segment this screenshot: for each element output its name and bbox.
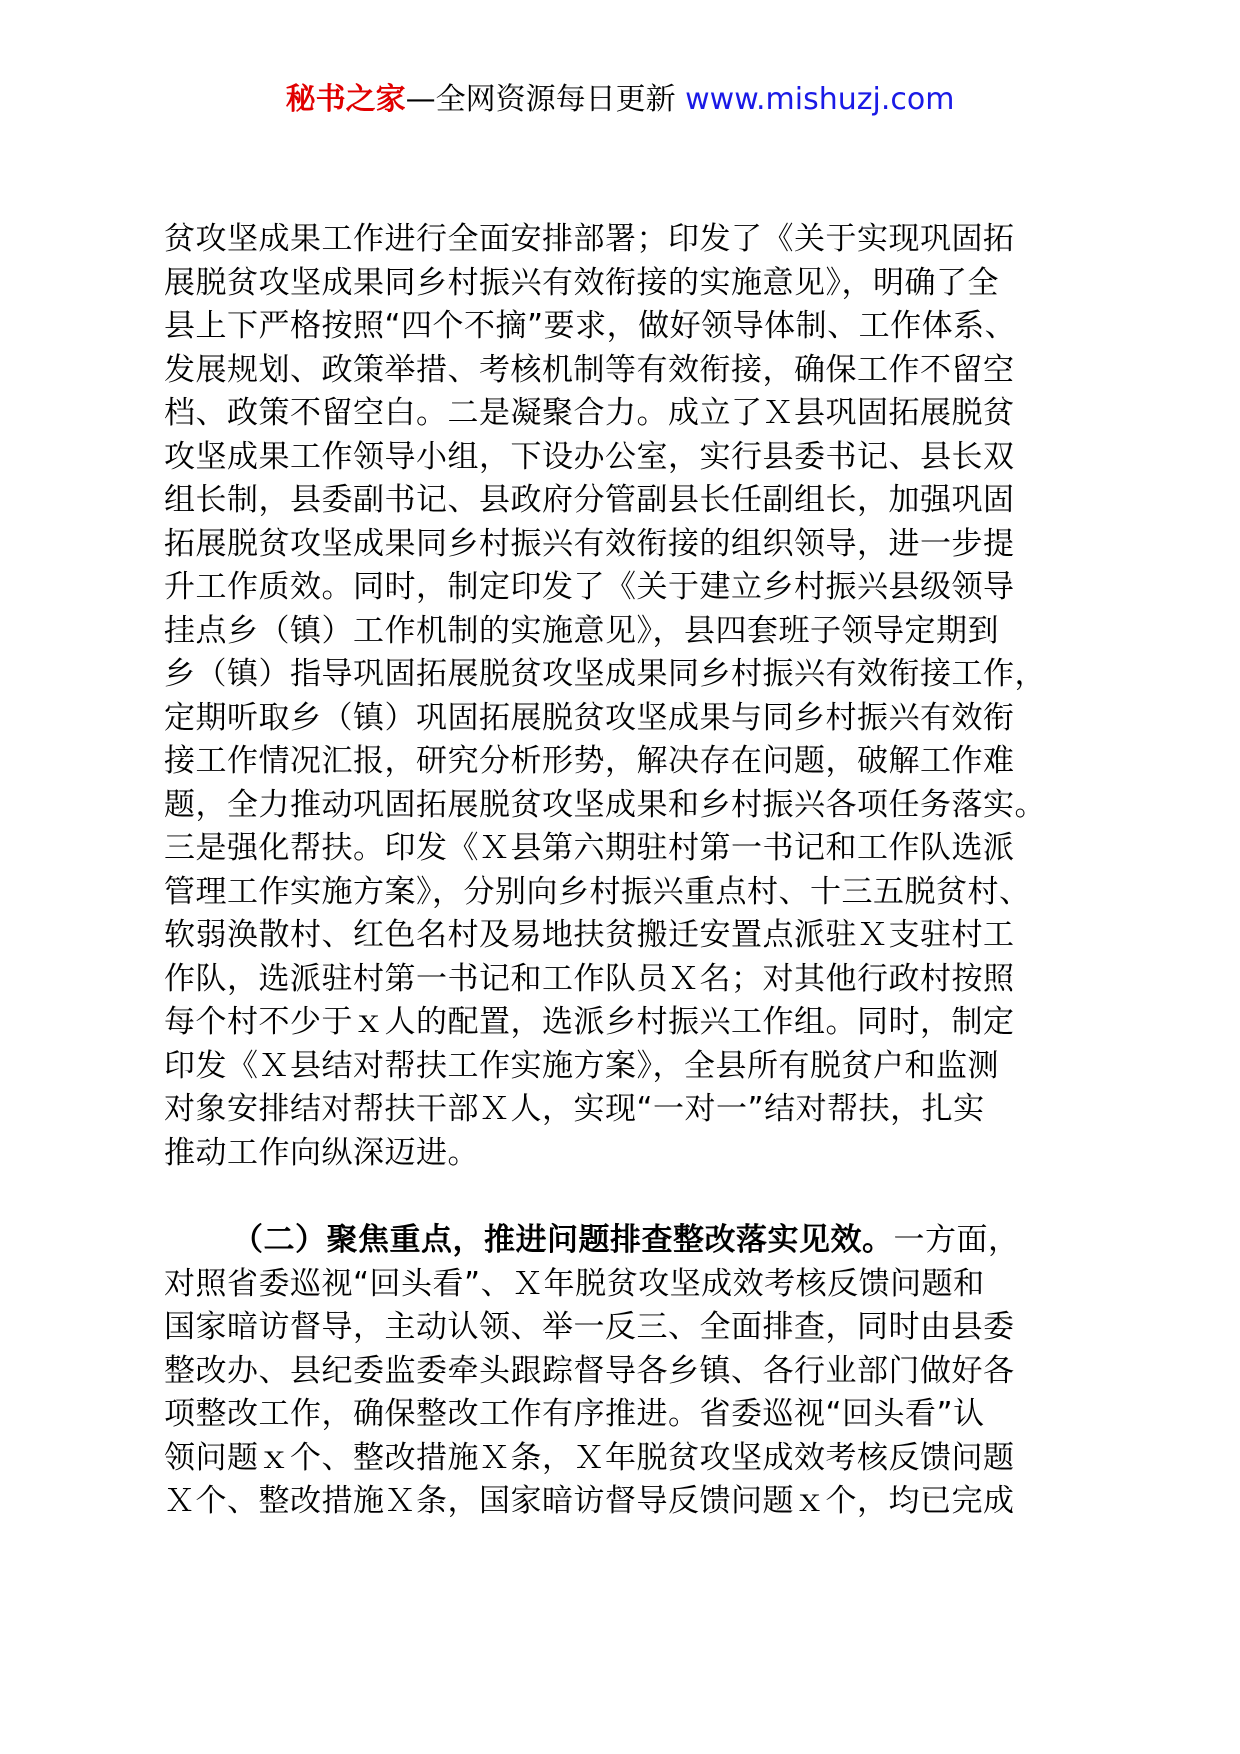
paragraph-2 bbox=[164, 1219, 1094, 1524]
text-line: 贫攻坚成果工作进行全面安排部署；印发了《关于实现巩固拓 bbox=[164, 221, 1015, 257]
text-line: 国家暗访督导，主动认领、举一反三、全面排查，同时由县委 bbox=[164, 1309, 1015, 1345]
text-line: 升工作质效。同时，制定印发了《关于建立乡村振兴县级领导 bbox=[164, 569, 1015, 605]
header-url-link[interactable]: www.mishuzj.com bbox=[685, 82, 955, 117]
text-line: 对照省委巡视“回头看”、Ｘ年脱贫攻坚成效考核反馈问题和 bbox=[164, 1265, 985, 1302]
text-line: 乡（镇）指导巩固拓展脱贫攻坚成果同乡村振兴有效衔接工作， bbox=[164, 656, 1046, 692]
text-line: 软弱涣散村、红色名村及易地扶贫搬迁安置点派驻Ｘ支驻村工 bbox=[164, 917, 1015, 953]
text-line: 档、政策不留空白。二是凝聚合力。成立了Ｘ县巩固拓展脱贫 bbox=[164, 395, 1015, 431]
text-line: 接工作情况汇报，研究分析形势，解决存在问题，破解工作难 bbox=[164, 743, 1015, 779]
site-header bbox=[0, 80, 1240, 120]
text-line: 发展规划、政策举措、考核机制等有效衔接，确保工作不留空 bbox=[164, 351, 1015, 388]
text-line: 三是强化帮扶。印发《Ｘ县第六期驻村第一书记和工作队选派 bbox=[164, 830, 1015, 866]
text-line: 作队，选派驻村第一书记和工作队员Ｘ名；对其他行政村按照 bbox=[164, 960, 1015, 997]
text-line: 领问题ｘ个、整改措施Ｘ条，Ｘ年脱贫攻坚成效考核反馈问题 bbox=[164, 1439, 1015, 1476]
site-brand: 秘书之家 bbox=[285, 82, 406, 117]
text-line: 定期听取乡（镇）巩固拓展脱贫攻坚成果与同乡村振兴有效衔 bbox=[164, 699, 1015, 736]
text-line: 整改办、县纪委监委牵头跟踪督导各乡镇、各行业部门做好各 bbox=[164, 1352, 1015, 1389]
text-line: 展脱贫攻坚成果同乡村振兴有效衔接的实施意见》，明确了全 bbox=[164, 264, 999, 301]
text-line: 对象安排结对帮扶干部Ｘ人，实现“一对一”结对帮扶，扎实 bbox=[164, 1091, 985, 1127]
section-heading-line bbox=[164, 1219, 1094, 1263]
text-line: 攻坚成果工作领导小组，下设办公室，实行县委书记、县长双 bbox=[164, 438, 1015, 475]
text-line: 管理工作实施方案》，分别向乡村振兴重点村、十三五脱贫村、 bbox=[164, 873, 1031, 910]
text-line: 每个村不少于ｘ人的配置，选派乡村振兴工作组。同时，制定 bbox=[164, 1004, 1015, 1040]
text-line: 推动工作向纵深迈进。 bbox=[164, 1134, 479, 1171]
text-line: 组长制，县委副书记、县政府分管副县长任副组长，加强巩固 bbox=[164, 482, 1015, 518]
header-tagline: 全网资源每日更新 bbox=[435, 82, 686, 117]
header-dash: — bbox=[405, 82, 436, 117]
paragraph-1 bbox=[164, 218, 1094, 1175]
text-line-rest: 一方面， bbox=[893, 1222, 1020, 1258]
text-line: 挂点乡（镇）工作机制的实施意见》，县四套班子领导定期到 bbox=[164, 612, 999, 649]
text-line: Ｘ个、整改措施Ｘ条，国家暗访督导反馈问题ｘ个，均已完成 bbox=[164, 1483, 1015, 1519]
text-line: 印发《Ｘ县结对帮扶工作实施方案》，全县所有脱贫户和监测 bbox=[164, 1047, 999, 1084]
text-line: 项整改工作，确保整改工作有序推进。省委巡视“回头看”认 bbox=[164, 1396, 985, 1432]
section-heading: （二）聚焦重点，推进问题排查整改落实见效。 bbox=[232, 1222, 894, 1258]
text-line: 县上下严格按照“四个不摘”要求，做好领导体制、工作体系、 bbox=[164, 308, 1017, 344]
text-line: 题，全力推动巩固拓展脱贫攻坚成果和乡村振兴各项任务落实。 bbox=[164, 786, 1046, 823]
text-line: 拓展脱贫攻坚成果同乡村振兴有效衔接的组织领导，进一步提 bbox=[164, 525, 1015, 562]
